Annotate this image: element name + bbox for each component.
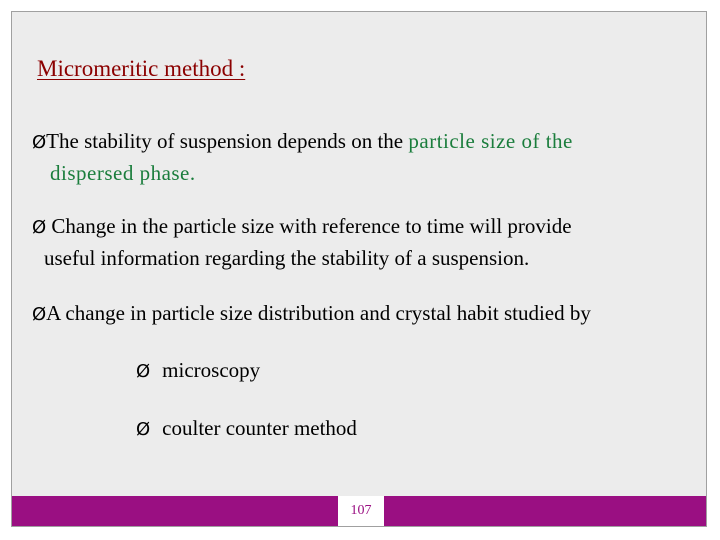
footer-bar bbox=[12, 496, 706, 526]
bullet-1-text: The stability of suspension depends on the bbox=[46, 129, 409, 153]
arrow-bullet-icon: Ø bbox=[32, 132, 47, 153]
slide-title: Micromeritic method : bbox=[37, 56, 246, 81]
bullet-1 bbox=[32, 126, 573, 188]
bullet-2-text: Change in the particle size with reference to time will provide bbox=[46, 214, 572, 238]
bullet-3-text: A change in particle size distribution and crystal habit studied by bbox=[46, 301, 591, 325]
bullet-1-line-2: dispersed phase. bbox=[50, 161, 196, 185]
slide bbox=[11, 11, 707, 527]
sub-bullet-microscopy bbox=[136, 355, 260, 387]
sub-bullet-text: coulter counter method bbox=[162, 416, 357, 440]
arrow-bullet-icon: Ø bbox=[32, 217, 47, 238]
sub-bullet-coulter bbox=[136, 413, 357, 445]
page-number: 107 bbox=[338, 496, 384, 526]
bullet-1-highlight: particle size of the bbox=[408, 129, 573, 153]
bullet-2 bbox=[32, 211, 572, 273]
bullet-2-line-1 bbox=[32, 211, 572, 243]
arrow-bullet-icon: Ø bbox=[136, 419, 151, 440]
bullet-2-line-2: useful information regarding the stability of a suspension. bbox=[44, 246, 530, 270]
sub-bullet-text: microscopy bbox=[162, 358, 261, 382]
bullet-3 bbox=[32, 298, 591, 330]
arrow-bullet-icon: Ø bbox=[32, 304, 47, 325]
bullet-1-line-1 bbox=[32, 126, 573, 158]
arrow-bullet-icon: Ø bbox=[136, 361, 151, 382]
bullet-3-line-1 bbox=[32, 298, 591, 330]
